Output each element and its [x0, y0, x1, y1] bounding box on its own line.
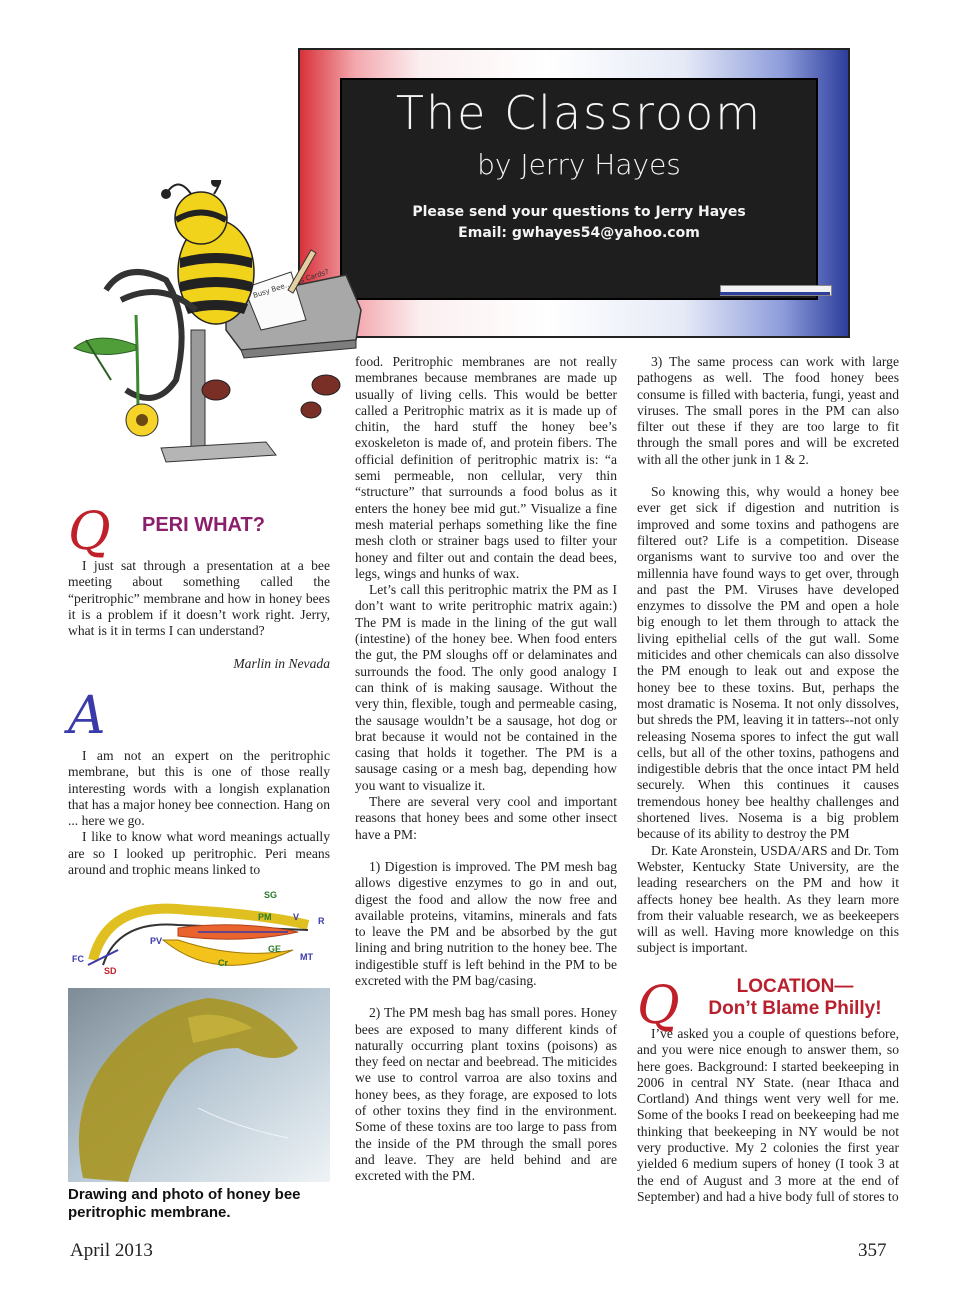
column-byline: by Jerry Hayes: [477, 148, 681, 181]
answer-paragraph: I like to know what word meanings actually are so I looked up peritrophic. Peri means around and trophic means linked to: [68, 829, 330, 878]
label-sd: SD: [104, 966, 117, 976]
label-r: R: [318, 916, 325, 926]
article-column-2: [355, 354, 617, 1185]
bee-at-desk-illustration: [66, 180, 366, 495]
answer-body: [68, 748, 330, 878]
label-ge: GE: [268, 944, 282, 954]
article-column-3: [637, 354, 899, 957]
chalk-tray: [720, 292, 830, 295]
sunflower-center: [136, 414, 148, 426]
paper-text: Busy Bee… Cards?: [252, 267, 330, 300]
question-text: I’ve asked you a couple of questions before, and you were nice enough to answer them, so here goes. Background: I started beekeeping in 2006 in central NY State. (near Ithaca and Cortland) And things went very well for me. Some of the books I read on beekeeping had me thinking that beekeeping in NY would be not very productive. My 2 colonies the first year yielded 6 medium supers of honey (I took 3 at the end of August and 3 more at the end of September) and had a hive body full of stores to: [637, 1026, 899, 1204]
contact-email: Email: gwhayes54@yahoo.com: [458, 225, 700, 241]
question-title-line: LOCATION—: [736, 976, 854, 997]
article-paragraph: 1) Digestion is improved. The PM mesh bag allows digestive enzymes to go in and out, digest the food and allow the now free and available proteins, vitamins, minerals and fats to leave the PM and be absorbed by the gut lining and bring nutrition to the honey bee. The indigestible stuff is left behind in the PM to be excreted with the PM bag/casing.: [355, 858, 617, 988]
label-cr: Cr: [218, 958, 229, 968]
label-pm: PM: [258, 912, 272, 922]
contact-line: Please send your questions to Jerry Hayes: [412, 204, 746, 220]
article-paragraph: So knowing this, why would a honey bee ever get sick if digestion and nutrition is improved and some toxins and pathogens are filtered out? Life is a competition. Disease organisms want to survive too and over the millennia have found ways to get over, through and past the PM. Viruses have developed enzymes to dissolve the PM and open a hole big enough to let them through to attack the living epithelial cells of the gut wall. Some miticides and other chemicals can also dissolve the PM enough to leak out and expose the honey bee to these toxins. But, perhaps the most dramatic is Nosema. It not only dissolves, but shreds the PM, leaving it in tatters--not only releasing Nosema spores to infect the gut wall cells, but all of the other toxins, pathogens and indigestible debris that the once intact PM held securely. When this continues it causes tremendous honey bee healthy challenges and shortened lives. Nosema is a big problem because of its ability to destroy the PM: [637, 484, 899, 842]
question-title-line: Don’t Blame Philly!: [708, 998, 882, 1019]
contact-info: [340, 202, 818, 244]
gut-diagram: [68, 880, 330, 985]
article-paragraph: food. Peritrophic membranes are not really membranes because membranes are made up usually of living cells. This would be better called a Peritrophic matrix as it is made up of chitin, the hard stuff the honey bee’s exoskeleton is made of, and protein fibers. The official definition of peritrophic matrix is: “a semi permeable, non cellular, very thin “structure” that surrounds a food bolus as it enters the honey bee mid gut.” Visualize a fine mesh material perhaps something like the fine mesh cloth or strainer bags used to filter your honey and filter out and contain the dead bees, legs, wings and hunks of wax.: [355, 354, 617, 581]
question-title: [690, 976, 900, 1020]
question-body: [68, 558, 330, 639]
article-paragraph: Let’s call this peritrophic matrix the PM as I don’t want to write peritrophic matrix again:) The PM is made in the lining of the gut wall (intestine) of the honey bee. When food enters the gut, the PM sloughs off or delaminates and surrounds the food. The only good analogy I can think of is making sausage. Without the very thin, flexible, tough and permeable casing, the sausage wouldn’t be a sausage, hot dog or brat because it would not be contained in the casing that holds it together. The PM is a sausage casing or a mesh bag, depending how you want to visualize it.: [355, 582, 617, 793]
answer-paragraph: I am not an expert on the peritrophic membrane, but this is one of those really interesting words with a longish explanation that has a major honey bee connection. Hang on ... here we go.: [68, 748, 330, 829]
article-paragraph: Dr. Kate Aronstein, USDA/ARS and Dr. Tom Webster, Kentucky State University, are the leading researchers on the PM and how it affects honey bee health. As they learn more from their valuable research, we as beekeepers will as well. Having more knowledge on this subject is important.: [637, 842, 899, 956]
answer-icon: A: [68, 686, 106, 746]
label-sg: SG: [264, 890, 278, 900]
chair-wheel: [312, 375, 340, 395]
question-icon: Q: [637, 976, 680, 1036]
gut-photo: [68, 988, 330, 1182]
figure-caption: Drawing and photo of honey bee peritrophic membrane.: [68, 1186, 301, 1221]
leaf-icon: [74, 338, 136, 354]
question-icon: Q: [68, 502, 111, 562]
chair-wheel: [301, 402, 321, 418]
question-signature: Marlin in Nevada: [233, 656, 330, 671]
question-body: [637, 1026, 899, 1205]
column-title: The Classroom: [395, 86, 763, 140]
issue-date: April 2013: [70, 1240, 153, 1261]
page-number: 357: [858, 1240, 887, 1261]
question-title: PERI WHAT?: [142, 514, 265, 536]
label-pv: PV: [150, 936, 163, 946]
desk-foot: [161, 442, 276, 462]
label-v: V: [293, 912, 300, 922]
chair-wheel: [202, 380, 230, 400]
antenna-tip: [161, 189, 171, 199]
label-fc: FC: [72, 954, 84, 964]
article-paragraph: 2) The PM mesh bag has small pores. Honey bees are exposed to many different kinds of naturally occurring plant toxins (poisons) as they feed on nectar and beebread. The miticides we use to control varroa are also toxins and honey bees, as they forage, are exposed to lots of other toxins they find in the environment. Some of these toxins are too large to pass from the inside of the PM through the small pores and leave. They are held behind and are excreted with the PM.: [355, 1005, 617, 1184]
article-paragraph: There are several very cool and important reasons that honey bees and some other insect have a PM:: [355, 794, 617, 842]
question-text: I just sat through a presentation at a bee meeting about something called the “peritrophic” membrane and how in honey bees it is a problem if it doesn’t work right. Jerry, what is it in terms I can understand?: [68, 558, 330, 639]
label-mt: MT: [300, 952, 313, 962]
article-paragraph: 3) The same process can work with large pathogens as well. The food honey bees consume is filled with bacteria, fungi, yeast and viruses. The small pores in the PM can also filter out these if they are too large to fit through the small pores and will be excreted with all the other junk in 1 & 2.: [637, 354, 899, 467]
